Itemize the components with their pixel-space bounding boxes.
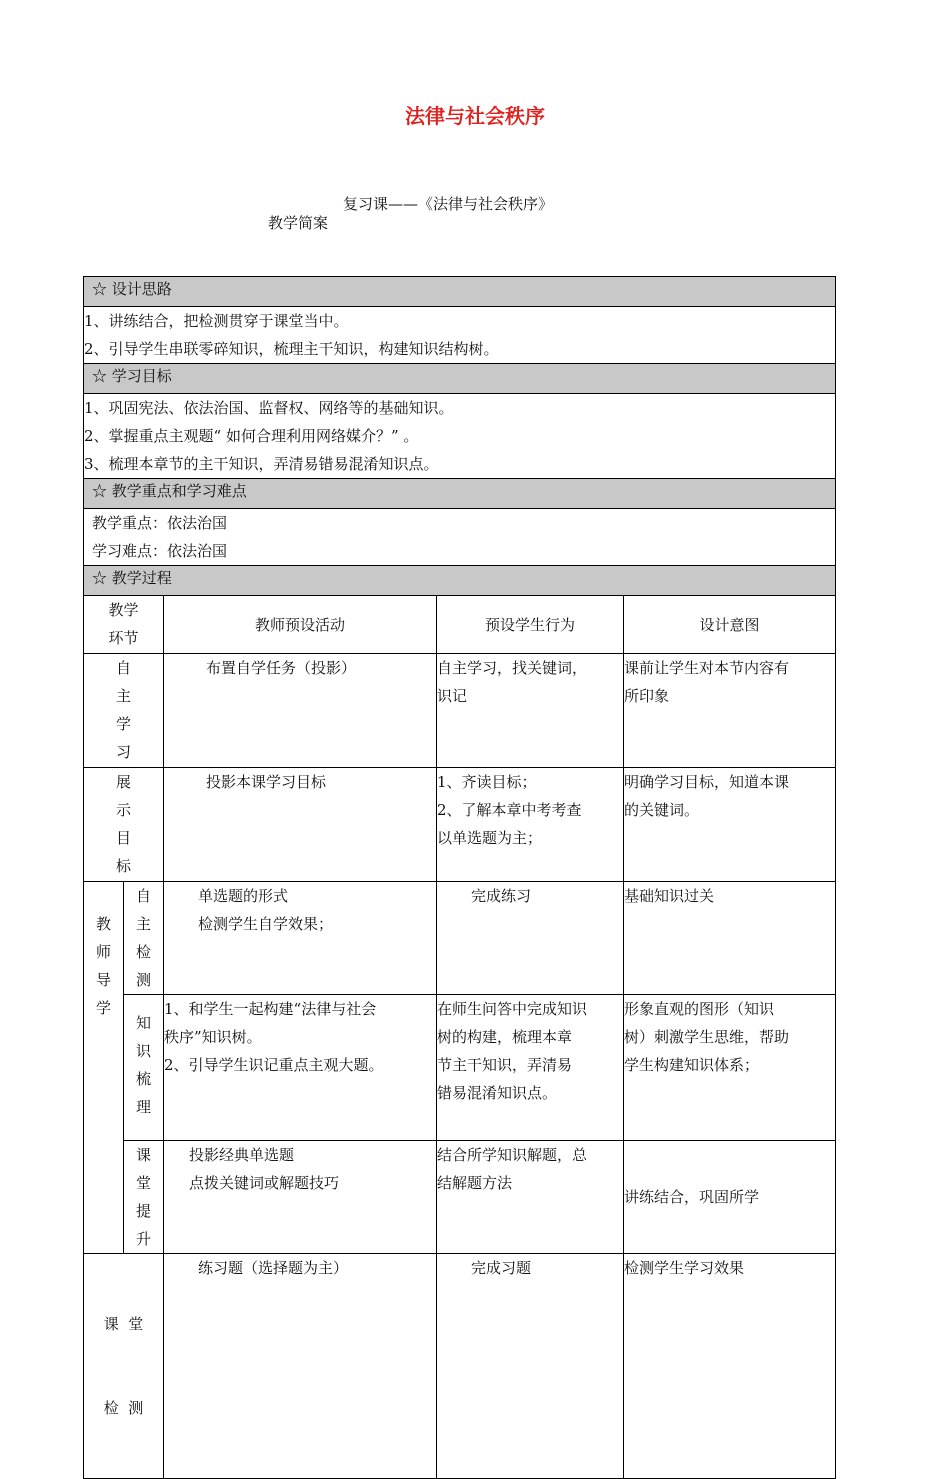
substage-knowledge-review: 知 识 梳 理 <box>124 995 164 1141</box>
student-behavior: 自主学习，找关键词， 识记 <box>437 654 624 768</box>
section-body-focus: 教学重点：依法治国 学习难点：依法治国 <box>84 509 836 566</box>
document-subtitle-2: 教学简案 <box>268 214 329 232</box>
design-intent: 检测学生学习效果 <box>624 1254 836 1479</box>
stage-self-study: 自 主 学 习 <box>84 654 164 768</box>
stage-class-test: 课 堂 检 测 <box>84 1254 164 1479</box>
design-intent: 基础知识过关 <box>624 882 836 995</box>
substage-class-improvement: 课 堂 提 升 <box>124 1141 164 1254</box>
section-header-goals: ☆ 学习目标 <box>84 364 836 394</box>
teacher-activity: 投影经典单选题 点拨关键词或解题技巧 <box>164 1141 437 1254</box>
page-title: 法律与社会秩序 <box>405 104 545 128</box>
teacher-activity: 练习题（选择题为主） <box>164 1254 437 1479</box>
lesson-plan-table <box>83 276 836 1479</box>
design-intent: 课前让学生对本节内容有 所印象 <box>624 654 836 768</box>
student-behavior: 完成练习 <box>437 882 624 995</box>
teacher-activity: 布置自学任务（投影） <box>164 654 437 768</box>
substage-self-test: 自 主 检 测 <box>124 882 164 995</box>
column-header-stage: 教学 环节 <box>84 596 164 654</box>
design-intent: 形象直观的图形（知识 树）刺激学生思维，帮助 学生构建知识体系； <box>624 995 836 1141</box>
teacher-activity: 投影本课学习目标 <box>164 768 437 882</box>
column-header-teacher: 教师预设活动 <box>164 596 437 654</box>
section-header-process: ☆ 教学过程 <box>84 566 836 596</box>
section-header-design: ☆ 设计思路 <box>84 277 836 307</box>
student-behavior: 完成习题 <box>437 1254 624 1479</box>
document-subtitle: 复习课——《法律与社会秩序》 <box>343 195 554 213</box>
section-body-design: 1、讲练结合，把检测贯穿于课堂当中。 2、引导学生串联零碎知识，梳理主干知识，构建知识结构树。 <box>84 307 836 364</box>
teacher-activity: 单选题的形式 检测学生自学效果； <box>164 882 437 995</box>
stage-show-goals: 展 示 目 标 <box>84 768 164 882</box>
section-header-focus: ☆ 教学重点和学习难点 <box>84 479 836 509</box>
stage-teacher-guide: 教 师 导 学 <box>84 882 124 1254</box>
column-header-intent: 设计意图 <box>624 596 836 654</box>
design-intent: 明确学习目标，知道本课 的关键词。 <box>624 768 836 882</box>
student-behavior: 1、齐读目标； 2、了解本章中考考查 以单选题为主； <box>437 768 624 882</box>
teacher-activity: 1、和学生一起构建“法律与社会 秩序”知识树。 2、引导学生识记重点主观大题。 <box>164 995 437 1141</box>
column-header-student: 预设学生行为 <box>437 596 624 654</box>
student-behavior: 结合所学知识解题，总 结解题方法 <box>437 1141 624 1254</box>
section-body-goals: 1、巩固宪法、依法治国、监督权、网络等的基础知识。 2、掌握重点主观题“ 如何合理利用网络媒介？” 。 3、梳理本章节的主干知识，弄清易错易混淆知识点。 <box>84 394 836 479</box>
student-behavior: 在师生问答中完成知识 树的构建，梳理本章 节主干知识，弄清易 错易混淆知识点。 <box>437 995 624 1141</box>
design-intent: 讲练结合，巩固所学 <box>624 1141 836 1254</box>
